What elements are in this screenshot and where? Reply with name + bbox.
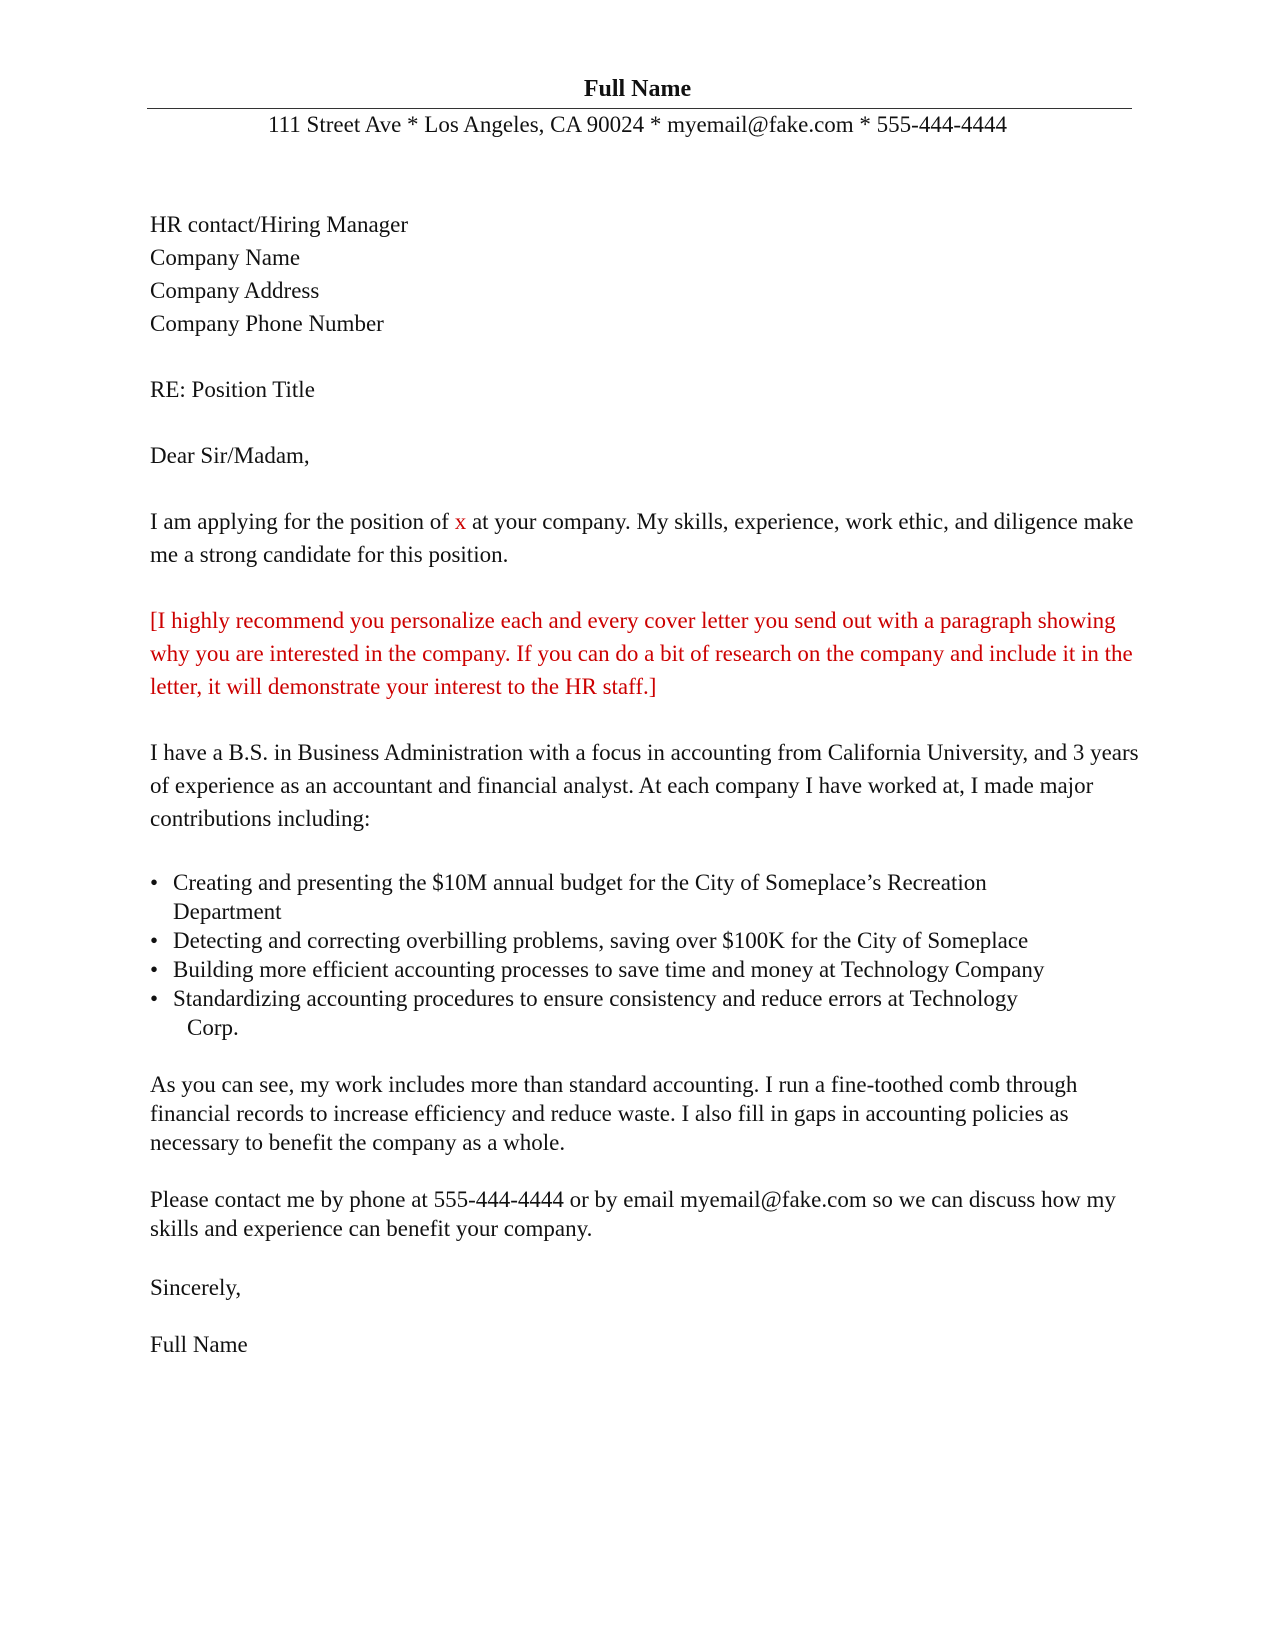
bullet-text: Building more efficient accounting processes to save time and money at Technology Company — [173, 957, 1045, 982]
letter-body — [150, 208, 1140, 1361]
work-paragraph: As you can see, my work includes more than standard accounting. I run a fine-toothed comb through financial records to increase efficiency and reduce waste. I also fill in gaps in accounting policies as necessary to benefit the company as a whole. — [150, 1072, 1078, 1155]
background-paragraph: I have a B.S. in Business Administration with a focus in accounting from California University, and 3 years of experience as an accountant and financial analyst. At each company I have worked at, I made major contributions including: — [150, 740, 1139, 831]
contributions-list — [150, 868, 1140, 1042]
personalization-note: [I highly recommend you personalize each and every cover letter you send out with a paragraph showing why you are interested in the company. If you can do a bit of research on the company and include it in the letter, it will demonstrate your interest to the HR staff.] — [150, 608, 1133, 699]
list-item — [150, 955, 1140, 984]
intro-paragraph — [150, 505, 1140, 571]
position-placeholder: x — [454, 509, 467, 534]
bullet-icon: • — [150, 870, 159, 895]
recipient-block — [150, 208, 1140, 340]
list-item — [150, 868, 1140, 926]
header-divider — [147, 108, 1132, 109]
recipient-company-address: Company Address — [150, 278, 320, 303]
salutation: Dear Sir/Madam, — [150, 443, 310, 468]
list-item — [150, 926, 1140, 955]
signature-name: Full Name — [150, 1332, 248, 1357]
recipient-contact: HR contact/Hiring Manager — [150, 212, 409, 237]
intro-text-after: at your company. My skills, experience, work ethic, and diligence make me a strong candidate for this position. — [150, 509, 1134, 567]
intro-text-before: I am applying for the position of — [150, 509, 455, 534]
recipient-company-name: Company Name — [150, 245, 301, 270]
bullet-icon: • — [150, 928, 159, 953]
list-item — [150, 984, 1140, 1042]
closing: Sincerely, — [150, 1275, 242, 1300]
re-line: RE: Position Title — [150, 377, 315, 402]
bullet-text-continued: Department — [173, 899, 282, 924]
recipient-company-phone: Company Phone Number — [150, 311, 384, 336]
bullet-icon: • — [150, 986, 159, 1011]
contact-paragraph: Please contact me by phone at 555-444-4444 or by email myemail@fake.com so we can discuss how my skills and experience can benefit your company. — [150, 1187, 1116, 1241]
bullet-icon: • — [150, 957, 159, 982]
bullet-text: Creating and presenting the $10M annual budget for the City of Someplace’s Recreation — [173, 870, 987, 895]
sender-name: Full Name — [583, 76, 692, 102]
sender-contact-line: 111 Street Ave * Los Angeles, CA 90024 * myemail@fake.com * 555-444-4444 — [268, 112, 1007, 137]
bullet-text-continued: Corp. — [187, 1015, 239, 1040]
bullet-text: Standardizing accounting procedures to ensure consistency and reduce errors at Technology — [173, 986, 1018, 1011]
bullet-text: Detecting and correcting overbilling problems, saving over $100K for the City of Someplace — [173, 928, 1029, 953]
